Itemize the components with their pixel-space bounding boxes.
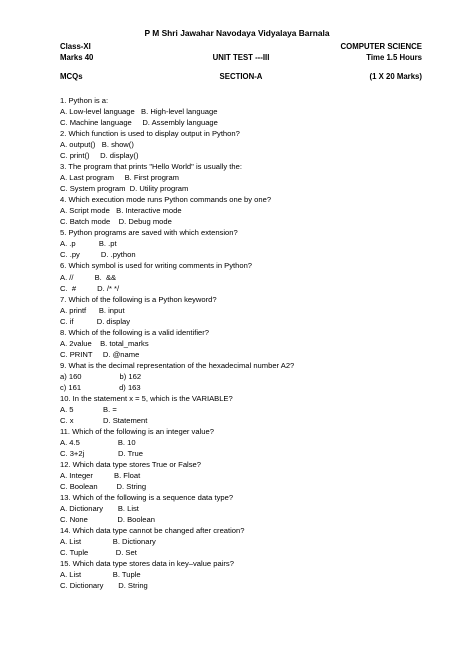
option-line: c) 161 d) 163 <box>60 382 141 392</box>
option-line: C. # D. /* */ <box>60 283 120 293</box>
option-line: C. Dictionary D. String <box>60 581 148 591</box>
option-line: C. if D. display <box>60 316 131 326</box>
question-text: 5. Python programs are saved with which extension? <box>60 228 238 238</box>
option-line: A. 5 B. = <box>60 404 117 414</box>
option-line: C. None D. Boolean <box>60 515 155 525</box>
subject-label: COMPUTER SCIENCE <box>340 42 422 51</box>
option-line: C. x D. Statement <box>60 415 148 425</box>
class-label: Class-XI <box>60 42 91 51</box>
option-line: a) 160 b) 162 <box>60 371 142 381</box>
option-line: C. 3+2j D. True <box>60 449 143 458</box>
option-line: A. .p B. .pt <box>60 239 117 249</box>
header-row-marks <box>60 53 422 65</box>
option-line: A. Script mode B. Interactive mode <box>60 206 182 216</box>
option-line: A. // B. && <box>60 272 117 282</box>
question-text: 7. Which of the following is a Python keyword? <box>60 294 217 304</box>
question-text: 12. Which data type stores True or False? <box>60 460 201 470</box>
question-text: 2. Which function is used to display output in Python? <box>60 129 240 139</box>
option-line: C. print() D. display() <box>60 151 139 161</box>
option-line: A. Last program B. First program <box>60 173 180 183</box>
option-line: A. printf B. input <box>60 305 125 315</box>
option-line: C. Boolean D. String <box>60 482 147 492</box>
option-line: A. 2value B. total_marks <box>60 338 149 348</box>
option-line: C. PRINT D. @name <box>60 349 140 359</box>
question-text: 8. Which of the following is a valid identifier? <box>60 327 209 337</box>
option-line: C. .py D. .python <box>60 250 136 260</box>
option-line: A. Low-level language B. High-level language <box>60 107 218 117</box>
section-marks-label: (1 X 20 Marks) <box>369 72 422 81</box>
question-text: 9. What is the decimal representation of the hexadecimal number A2? <box>60 360 295 370</box>
option-line: C. Tuple D. Set <box>60 548 137 558</box>
option-line: C. System program D. Utility program <box>60 184 189 194</box>
section-label: SECTION-A <box>219 72 263 81</box>
option-line: A. output() B. show() <box>60 140 134 150</box>
question-text: 11. Which of the following is an integer value? <box>60 426 214 436</box>
question-text: 1. Python is a: <box>60 96 109 105</box>
question-text: 3. The program that prints "Hello World" is usually the: <box>60 162 242 172</box>
marks-label: Marks 40 <box>60 53 94 62</box>
question-list <box>60 95 420 591</box>
question-text: 15. Which data type stores data in key–value pairs? <box>60 559 234 569</box>
mcqs-label: MCQs <box>60 72 83 81</box>
option-line: A. Integer B. Float <box>60 471 141 481</box>
time-label: Time 1.5 Hours <box>366 53 422 62</box>
option-line: C. Batch mode D. Debug mode <box>60 217 172 227</box>
option-line: A. 4.5 B. 10 <box>60 437 136 447</box>
option-line: A. Dictionary B. List <box>60 504 139 514</box>
question-text: 14. Which data type cannot be changed after creation? <box>60 526 245 536</box>
header-row-section <box>60 72 422 84</box>
question-text: 6. Which symbol is used for writing comments in Python? <box>60 261 253 271</box>
question-text: 13. Which of the following is a sequence data type? <box>60 493 234 503</box>
option-line: C. Machine language D. Assembly language <box>60 118 218 128</box>
option-line: A. List B. Tuple <box>60 570 141 580</box>
option-line: A. List B. Dictionary <box>60 537 156 547</box>
test-label: UNIT TEST ---III <box>212 53 270 62</box>
school-name: P M Shri Jawahar Navodaya Vidyalaya Barnala <box>144 28 330 38</box>
question-text: 10. In the statement x = 5, which is the VARIABLE? <box>60 393 233 403</box>
question-text: 4. Which execution mode runs Python commands one by one? <box>60 195 272 205</box>
